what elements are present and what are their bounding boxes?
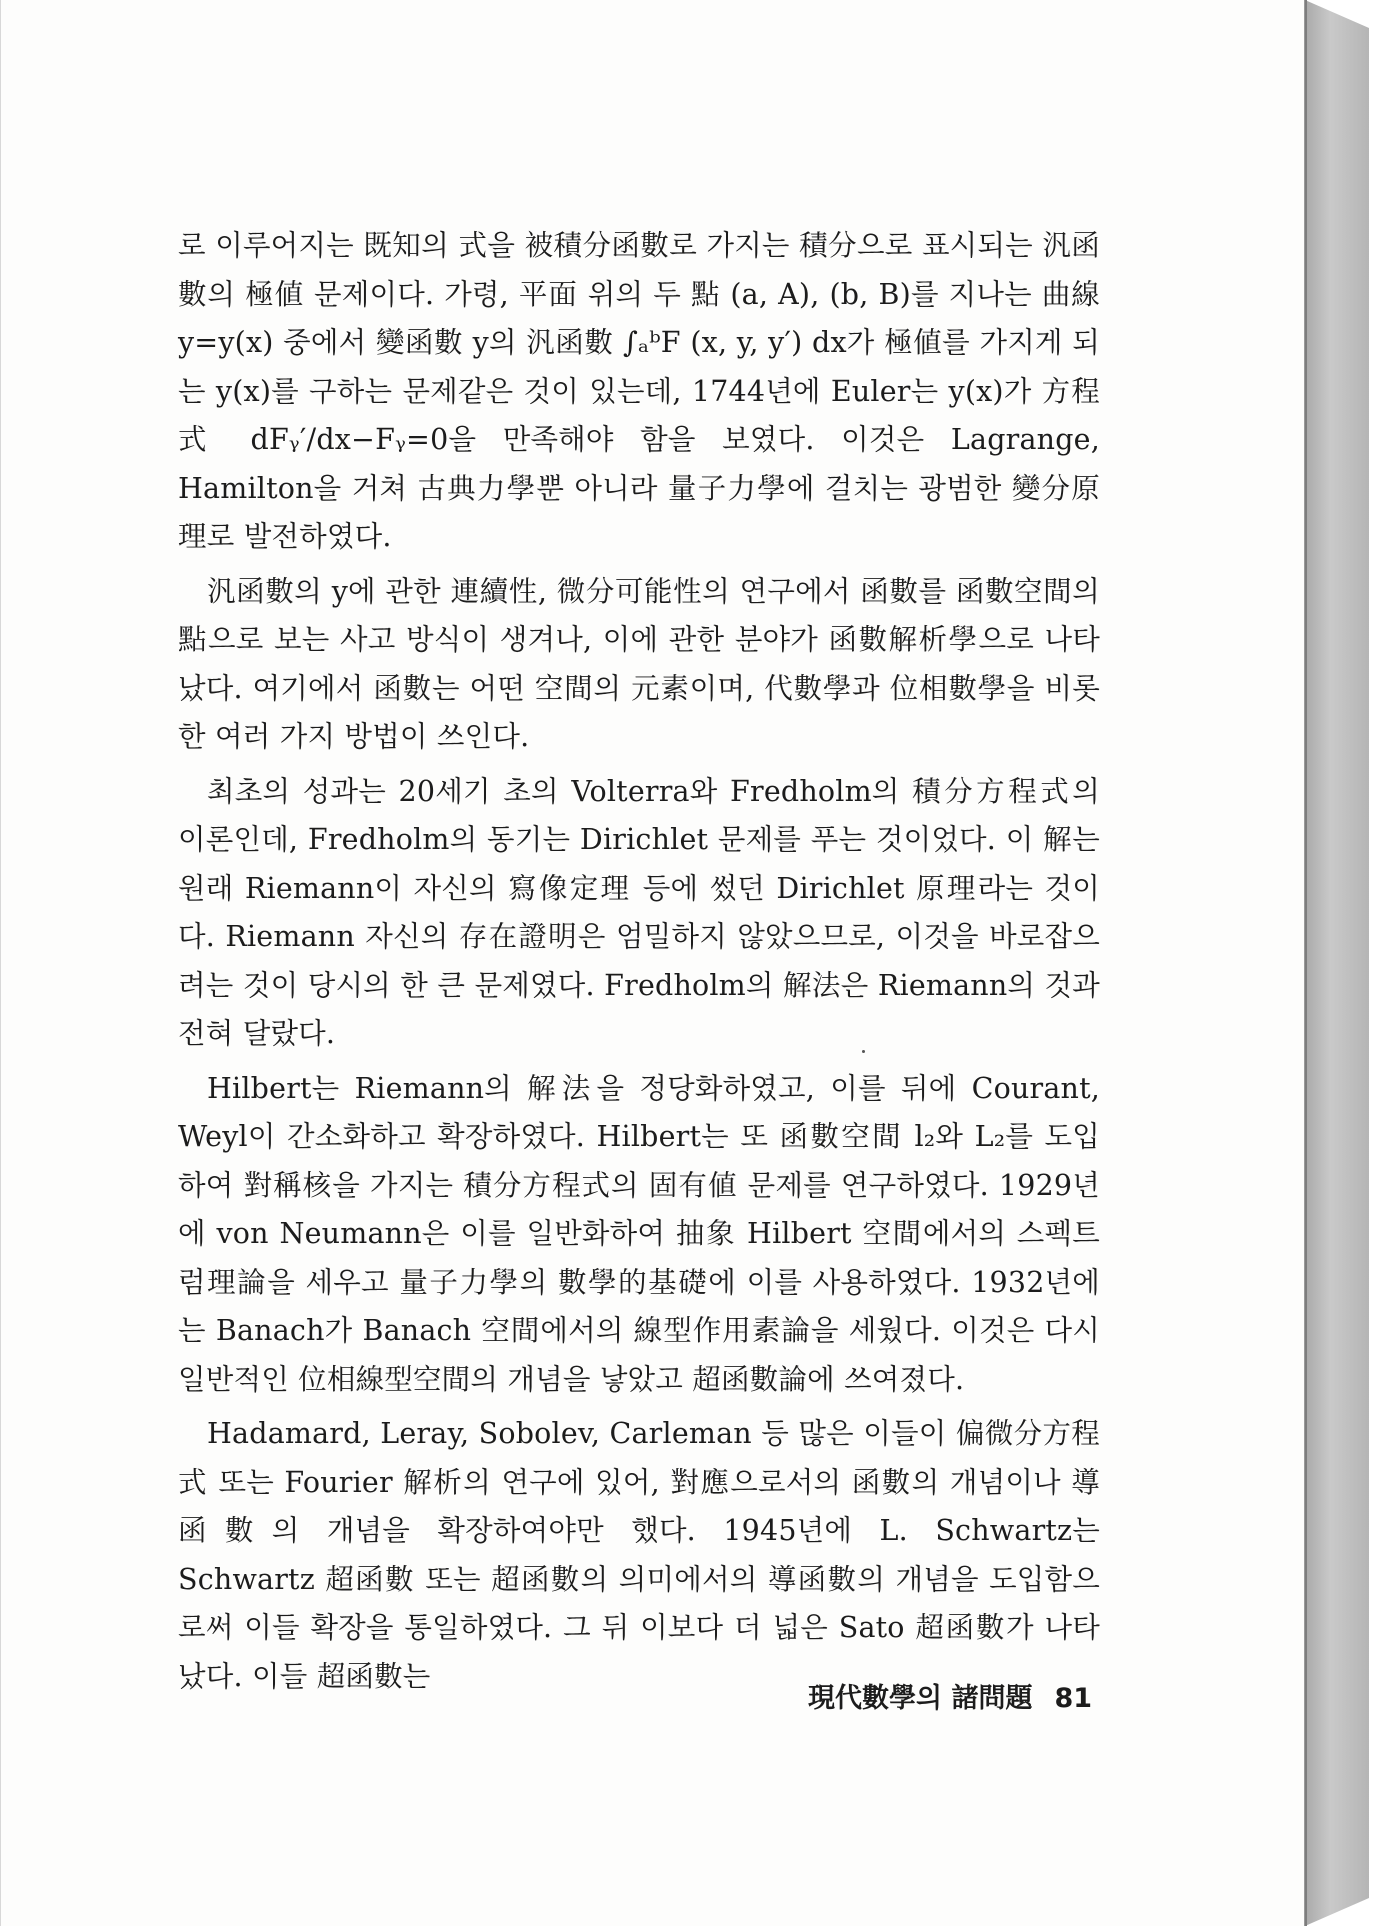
print-speck bbox=[862, 1050, 865, 1053]
paragraph-1: 로 이루어지는 既知의 式을 被積分函數로 가지는 積分으로 표시되는 汎函數의 極値 문제이다. 가령, 平面 위의 두 點 (a, A), (b, B)를 지나는 曲線 y=y(x) 중에서 變函數 y의 汎函數 ∫ₐᵇF (x, y, y′) dx가 極値를 가지게 되는 y(x)를 구하는 문제같은 것이 있는데, 1744년에 Euler는 y(x)가 方程式 dFᵧ′/dx−Fᵧ=0을 만족해야 함을 보였다. 이것은 Lagrange, Hamilton을 거쳐 古典力學뿐 아니라 量子力學에 걸치는 광범한 變分原理로 발전하였다. bbox=[178, 229, 1100, 553]
page-edge-right bbox=[1305, 0, 1369, 1926]
page-footer bbox=[808, 1676, 1108, 1715]
paragraph-4: Hilbert는 Riemann의 解法을 정당화하였고, 이를 뒤에 Courant, Weyl이 간소화하고 확장하였다. Hilbert는 또 函數空間 l₂와 L₂를 도입하여 對稱核을 가지는 積分方程式의 固有値 문제를 연구하였다. 1929년에 von Neumann은 이를 일반화하여 抽象 Hilbert 空間에서의 스펙트럼理論을 세우고 量子力學의 數學的基礎에 이를 사용하였다. 1932년에는 Banach가 Banach 空間에서의 線型作用素論을 세웠다. 이것은 다시 일반적인 位相線型空間의 개념을 낳았고 超函數論에 쓰여졌다. bbox=[178, 1071, 1100, 1396]
paragraph-3: 최초의 성과는 20세기 초의 Volterra와 Fredholm의 積分方程式의 이론인데, Fredholm의 동기는 Dirichlet 문제를 푸는 것이었다. 이 解는 원래 Riemann이 자신의 寫像定理 등에 썼던 Dirichlet 原理라는 것이다. Riemann 자신의 存在證明은 엄밀하지 않았으므로, 이것을 바로잡으려는 것이 당시의 한 큰 문제였다. Fredholm의 解法은 Riemann의 것과 전혀 달랐다. bbox=[178, 774, 1100, 1050]
running-title: 現代數學의 諸問題 bbox=[808, 1683, 1033, 1714]
page-edge-line bbox=[1305, 0, 1307, 1926]
paragraph-2: 汎函數의 y에 관한 連續性, 微分可能性의 연구에서 函數를 函數空間의 點으로 보는 사고 방식이 생겨나, 이에 관한 분야가 函數解析學으로 나타났다. 여기에서 函數는 어떤 空間의 元素이며, 代數學과 位相數學을 비롯한 여러 가지 방법이 쓰인다. bbox=[178, 574, 1100, 753]
page-number: 81 bbox=[1054, 1683, 1093, 1714]
page-text-body bbox=[178, 222, 1100, 1701]
paragraph-5: Hadamard, Leray, Sobolev, Carleman 등 많은 이들이 偏微分方程式 또는 Fourier 解析의 연구에 있어, 對應으로서의 函數의 개념이나 導函數의 개념을 확장하여야만 했다. 1945년에 L. Schwartz는 Schwartz 超函數 또는 超函數의 의미에서의 導函數의 개념을 도입함으로써 이들 확장을 통일하였다. 그 뒤 이보다 더 넓은 Sato 超函數가 나타났다. 이들 超函數는 bbox=[178, 1417, 1100, 1693]
